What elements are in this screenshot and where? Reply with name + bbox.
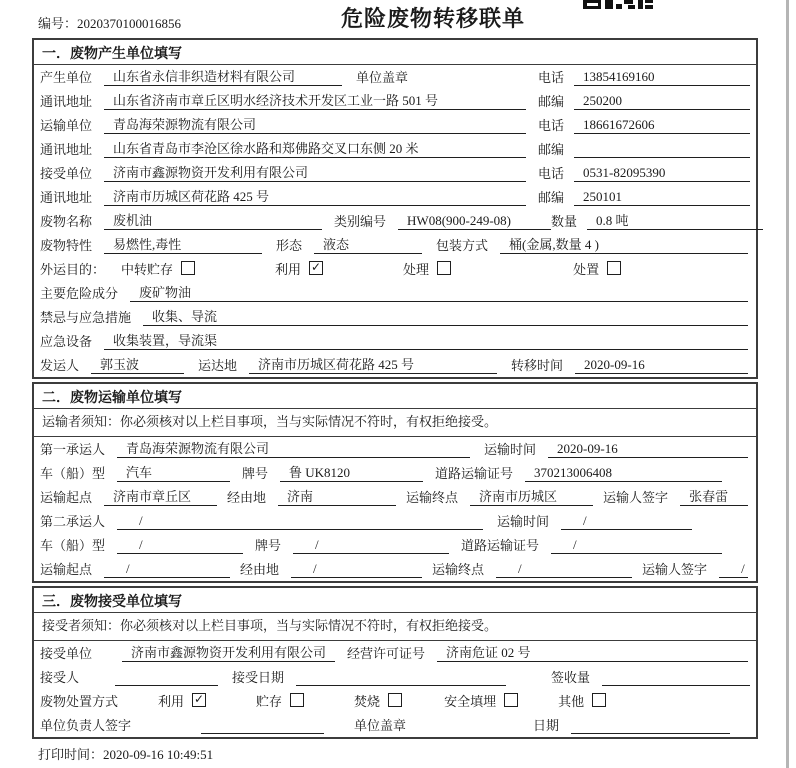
purpose-option-treat [403,259,451,278]
receiver-phone-group [538,163,750,182]
receiver-zip-group [538,187,750,206]
transport-time-label: 运输时间 [497,514,550,529]
hazard-component-value: 废矿物油 [130,282,748,302]
transporter-zip-group [538,139,750,158]
license-number-value: 济南危证 02 号 [437,642,748,662]
purpose-option-label: 处理 [403,262,430,277]
receiver-address-value: 济南市历城区荷花路 425 号 [104,186,526,206]
row-receiver [34,161,756,185]
vehicle-type-label: 车（船）型 [40,466,106,481]
producer-zip-group [538,91,750,110]
disposal-option-label: 贮存 [256,694,283,709]
transporter-notice: 运输者须知：你必须核对以上栏目事项，当与实际情况不符时，有权拒绝接受。 [34,409,756,437]
row-disposal-method [34,689,756,713]
transfer-purpose-label: 外运目的： [40,262,106,277]
route-start-label: 运输起点 [40,562,93,577]
quantity-label: 数量 [551,214,578,229]
emergency-equipment-value: 收集装置，导流渠 [104,330,748,350]
section-producer [32,38,758,379]
row-waste-name [34,209,756,233]
hazard-component-label: 主要危险成分 [40,286,119,301]
disposal-option-store [256,691,304,710]
waste-property-value: 易燃性,毒性 [104,234,262,254]
purpose-option-label: 中转贮存 [121,262,174,277]
accept-date-value [296,670,506,686]
address-label: 通讯地址 [40,94,93,109]
row-waste-property [34,233,756,257]
second-vehicle-type-value: / [117,537,243,554]
date-value [571,718,730,734]
producer-zip-value: 250200 [574,93,750,110]
purpose-option-transfer-storage [121,259,195,278]
plate-number-label: 牌号 [255,538,282,553]
transfer-time-label: 转移时间 [511,358,564,373]
category-code-label: 类别编号 [334,214,387,229]
first-carrier-value: 青岛海荣源物流有限公司 [117,438,470,458]
transporter-phone-group [538,115,750,134]
disposal-option-label: 其他 [558,694,585,709]
second-carrier-value: / [117,513,483,530]
purpose-option-label: 处置 [573,262,600,277]
phone-label: 电话 [538,118,565,133]
row-second-vehicle [34,533,756,557]
plate-number-value: 鲁 UK8120 [280,462,423,482]
carrier-signature-label: 运输人签字 [642,562,708,577]
shipper-value: 郭玉波 [91,354,184,374]
row-emergency-measures [34,305,756,329]
purpose-option-label: 利用 [275,262,302,277]
producer-value: 山东省永信非织造材料有限公司 [104,66,342,86]
route-end-label: 运输终点 [432,562,485,577]
purpose-option-utilize [275,259,323,278]
row-producer-address [34,89,756,113]
second-road-permit-value: / [551,537,722,554]
road-permit-label: 道路运输证号 [435,466,514,481]
transporter-phone-value: 18661672606 [574,117,750,134]
destination-value: 济南市历城区荷花路 425 号 [249,354,497,374]
disposal-option-label: 焚烧 [354,694,381,709]
row-second-carrier [34,509,756,533]
carrier-signature-label: 运输人签字 [603,490,669,505]
road-permit-label: 道路运输证号 [461,538,540,553]
acceptor-value [115,670,218,686]
receiver-label: 接受单位 [40,166,93,181]
accept-unit-label: 接受单位 [40,646,93,661]
print-time [38,744,796,763]
form-header [0,0,796,38]
second-carrier-signature-value: / [719,561,748,578]
receiver-value: 济南市鑫源物资开发利用有限公司 [104,162,526,182]
waste-property-label: 废物特性 [40,238,93,253]
first-carrier-label: 第一承运人 [40,442,106,457]
page-edge-divider [786,0,789,768]
producer-address-value: 山东省济南市章丘区明水经济技术开发区工业一路 501 号 [104,90,526,110]
section-transporter [32,382,758,583]
route-via-label: 经由地 [240,562,280,577]
checkbox-utilize: ✓ [311,260,322,274]
disposal-option-landfill [444,691,518,710]
responsible-signature-label: 单位负责人签字 [40,718,132,733]
receipt-quantity-value [602,670,750,686]
second-carrier-time-value: / [561,513,692,530]
serial-value: 2020370100016856 [77,16,182,31]
transporter-zip-value [574,142,750,158]
checkbox-disposal-store [290,693,304,707]
form-state-value: 液态 [314,234,422,254]
destination-label: 运达地 [198,358,238,373]
route-end-value: 济南市历城区 [470,486,593,506]
accept-date-label: 接受日期 [232,670,285,685]
emergency-measures-value: 收集、导流 [143,306,748,326]
zip-label: 邮编 [538,94,565,109]
producer-phone-value: 13854169160 [574,69,750,86]
checkbox-disposal-incinerate [388,693,402,707]
receiver-zip-value: 250101 [574,189,750,206]
category-code-value: HW08(900-249-08) [398,213,551,230]
checkbox-disposal-other [592,693,606,707]
disposal-option-incinerate [354,691,402,710]
row-transporter-address [34,137,756,161]
transporter-address-value: 山东省青岛市李沧区徐水路和郑佛路交叉口东侧 20 米 [104,138,526,158]
transfer-time-value: 2020-09-16 [575,357,748,374]
checkbox-disposal-utilize: ✓ [194,692,205,706]
transporter-label: 运输单位 [40,118,93,133]
row-hazard-component [34,281,756,305]
date-label: 日期 [533,718,560,733]
address-label: 通讯地址 [40,142,93,157]
packaging-value: 桶(金属,数量 4 ) [500,234,748,254]
phone-label: 电话 [538,166,565,181]
row-producer [34,65,756,89]
zip-label: 邮编 [538,142,565,157]
waste-name-label: 废物名称 [40,214,93,229]
route-via-label: 经由地 [227,490,267,505]
section-receiver [32,586,758,739]
second-route-end-value: / [496,561,632,578]
row-receiver-address [34,185,756,209]
page-title: 危险废物转移联单 [340,6,525,31]
row-emergency-equipment [34,329,756,353]
disposal-option-utilize [158,691,206,710]
row-transporter [34,113,756,137]
waste-name-value: 废机油 [104,210,322,230]
shipper-label: 发运人 [40,358,80,373]
checkbox-disposal-landfill [504,693,518,707]
address-label: 通讯地址 [40,190,93,205]
serial-label: 编号： [38,16,78,31]
row-first-vehicle [34,461,756,485]
second-plate-number-value: / [293,537,449,554]
second-route-via-value: / [291,561,422,578]
row-accept-unit [34,641,756,665]
route-start-value: 济南市章丘区 [104,486,217,506]
print-time-label: 打印时间： [38,747,104,762]
acceptor-label: 接受人 [40,670,80,685]
row-transfer-purpose [34,257,756,281]
route-start-label: 运输起点 [40,490,93,505]
checkbox-transfer-storage [181,261,195,275]
responsible-signature-value [201,718,324,734]
disposal-option-other [558,691,606,710]
quantity-value: 0.8 吨 [587,210,763,230]
emergency-equipment-label: 应急设备 [40,334,93,349]
form-state-label: 形态 [276,238,303,253]
row-first-route [34,485,756,509]
section1-header: 一．废物产生单位填写 [34,40,756,65]
second-route-start-value: / [104,561,230,578]
first-carrier-time-value: 2020-09-16 [548,441,748,458]
license-number-label: 经营许可证号 [347,646,426,661]
route-via-value: 济南 [278,486,396,506]
phone-label: 电话 [538,70,565,85]
row-acceptor [34,665,756,689]
emergency-measures-label: 禁忌与应急措施 [40,310,132,325]
unit-stamp-label: 单位盖章 [354,718,407,733]
vehicle-type-label: 车（船）型 [40,538,106,553]
row-shipper [34,353,756,377]
row-second-route [34,557,756,581]
second-carrier-label: 第二承运人 [40,514,106,529]
quantity-group [551,210,763,230]
row-responsible-signature [34,713,756,737]
accept-unit-value: 济南市鑫源物资开发利用有限公司 [122,642,335,662]
checkbox-dispose [607,261,621,275]
section2-header: 二．废物运输单位填写 [34,384,756,409]
disposal-method-label: 废物处置方式 [40,694,119,709]
plate-number-label: 牌号 [242,466,269,481]
receiver-notice: 接受者须知：你必须核对以上栏目事项，当与实际情况不符时，有权拒绝接受。 [34,613,756,641]
disposal-option-label: 安全填埋 [444,694,497,709]
checkbox-treat [437,261,451,275]
qr-code-fragment [583,0,653,9]
purpose-option-dispose [573,259,621,278]
print-time-value: 2020-09-16 10:49:51 [103,747,214,762]
packaging-label: 包装方式 [436,238,489,253]
receiver-phone-value: 0531-82095390 [574,165,750,182]
producer-phone-group [538,67,750,86]
receipt-quantity-label: 签收量 [550,670,590,685]
road-permit-value: 370213006408 [525,465,722,482]
zip-label: 邮编 [538,190,565,205]
producer-label: 产生单位 [40,70,93,85]
route-end-label: 运输终点 [406,490,459,505]
vehicle-type-value: 汽车 [117,462,230,482]
transport-time-label: 运输时间 [484,442,537,457]
disposal-option-label: 利用 [158,694,185,709]
transporter-value: 青岛海荣源物流有限公司 [104,114,526,134]
row-first-carrier [34,437,756,461]
section3-header: 三．废物接受单位填写 [34,588,756,613]
unit-stamp-label: 单位盖章 [356,70,409,85]
carrier-signature-value: 张春雷 [680,486,748,506]
